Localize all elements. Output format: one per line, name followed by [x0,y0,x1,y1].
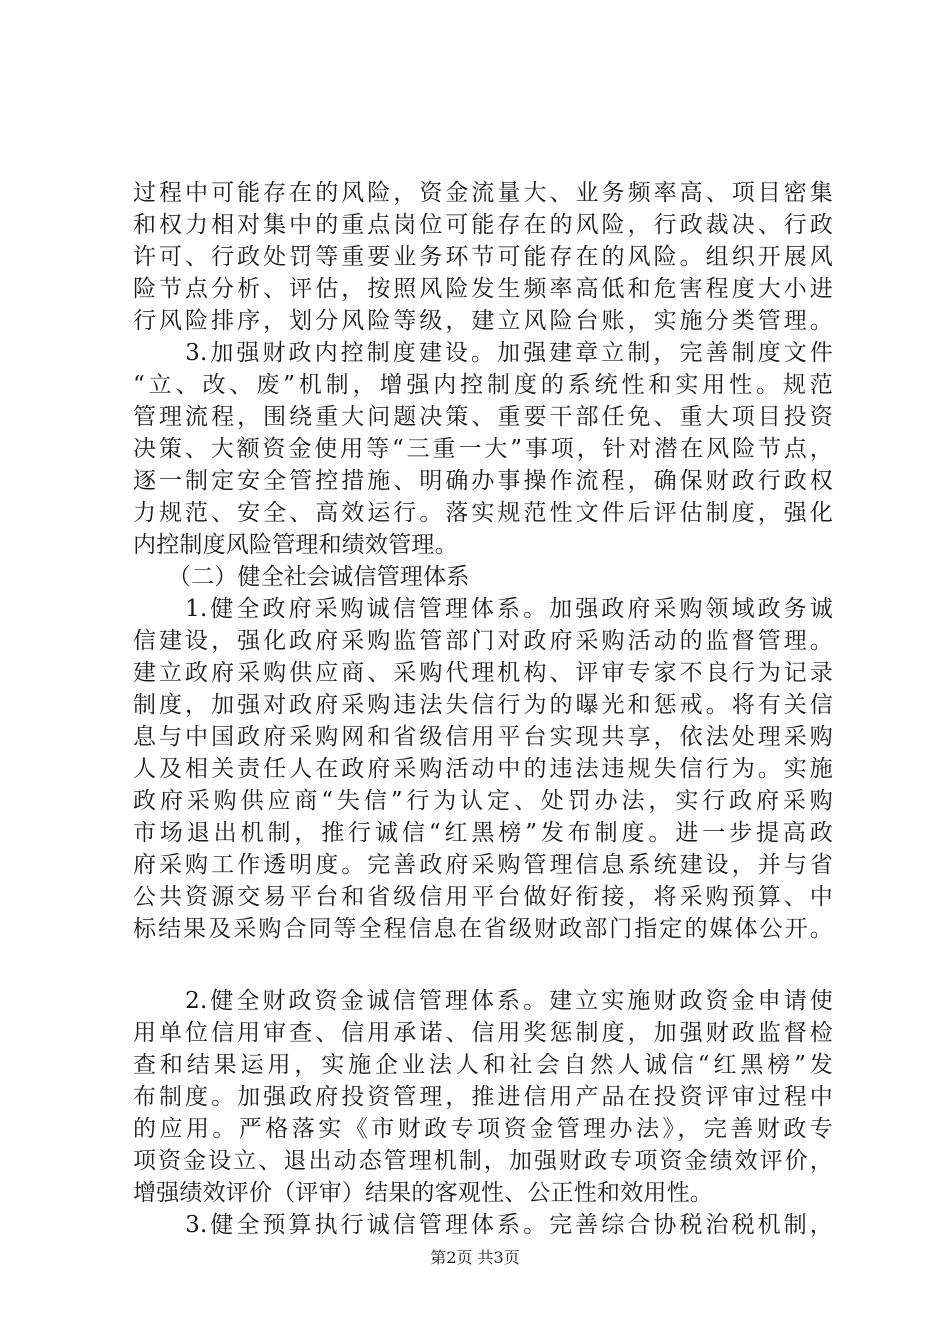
text-line: 布制度。加强政府投资管理，推进信用产品在投资评审过程中 [133,1084,833,1110]
text-line: 2.健全财政资金诚信管理体系。建立实施财政资金申请使 [133,988,833,1014]
text-line: 增强绩效评价（评审）结果的客观性、公正性和效用性。 [133,1180,713,1206]
text-line: 人及相关责任人在政府采购活动中的违法违规失信行为。实施 [133,756,833,782]
page-number: 第2页 共3页 [430,1248,520,1267]
text-line: 力规范、安全、高效运行。落实规范性文件后评估制度，强化 [133,500,833,526]
text-line: 内控制度风险管理和绩效管理。 [133,532,458,558]
text-line: 政府采购供应商“失信”行为认定、处罚办法，实行政府采购 [133,788,833,814]
text-line: 1.健全政府采购诚信管理体系。加强政府采购领域政务诚 [133,596,833,622]
text-line: 管理流程，围绕重大问题决策、重要干部任免、重大项目投资 [133,404,833,430]
text-line: 息与中国政府采购网和省级信用平台实现共享，依法处理采购 [133,724,833,750]
text-line: 许可、行政处罚等重要业务环节可能存在的风险。组织开展风 [133,244,833,270]
section-heading: （二）健全社会诚信管理体系 [133,564,470,590]
text-line: 项资金设立、退出动态管理机制，加强财政专项资金绩效评价， [133,1148,833,1174]
text-line: 过程中可能存在的风险，资金流量大、业务频率高、项目密集 [133,180,833,206]
text-line: 行风险排序，划分风险等级，建立风险台账，实施分类管理。 [133,308,833,334]
text-line: “立、改、废”机制，增强内控制度的系统性和实用性。规范 [133,372,833,398]
text-line: 险节点分析、评估，按照风险发生频率高低和危害程度大小进 [133,276,833,302]
text-line: 和权力相对集中的重点岗位可能存在的风险，行政裁决、行政 [133,212,833,238]
text-line: 逐一制定安全管控措施、明确办事操作流程，确保财政行政权 [133,468,833,494]
text-line: 查和结果运用，实施企业法人和社会自然人诚信“红黑榜”发 [133,1052,833,1078]
text-line: 决策、大额资金使用等“三重一大”事项，针对潜在风险节点， [133,436,833,462]
text-line: 的应用。严格落实《市财政专项资金管理办法》，完善财政专 [133,1116,833,1142]
text-line: 建立政府采购供应商、采购代理机构、评审专家不良行为记录 [133,660,833,686]
text-line: 3.加强财政内控制度建设。加强建章立制，完善制度文件 [133,340,833,366]
text-line: 信建设，强化政府采购监管部门对政府采购活动的监督管理。 [133,628,833,654]
text-line: 制度，加强对政府采购违法失信行为的曝光和惩戒。将有关信 [133,692,833,718]
text-line: 3.健全预算执行诚信管理体系。完善综合协税治税机制， [133,1212,833,1238]
text-line: 用单位信用审查、信用承诺、信用奖惩制度，加强财政监督检 [133,1020,833,1046]
text-line: 公共资源交易平台和省级信用平台做好衔接，将采购预算、中 [133,884,833,910]
text-line: 市场退出机制，推行诚信“红黑榜”发布制度。进一步提高政 [133,820,833,846]
text-line: 标结果及采购合同等全程信息在省级财政部门指定的媒体公开。 [133,916,833,942]
text-line: 府采购工作透明度。完善政府采购管理信息系统建设，并与省 [133,852,833,878]
